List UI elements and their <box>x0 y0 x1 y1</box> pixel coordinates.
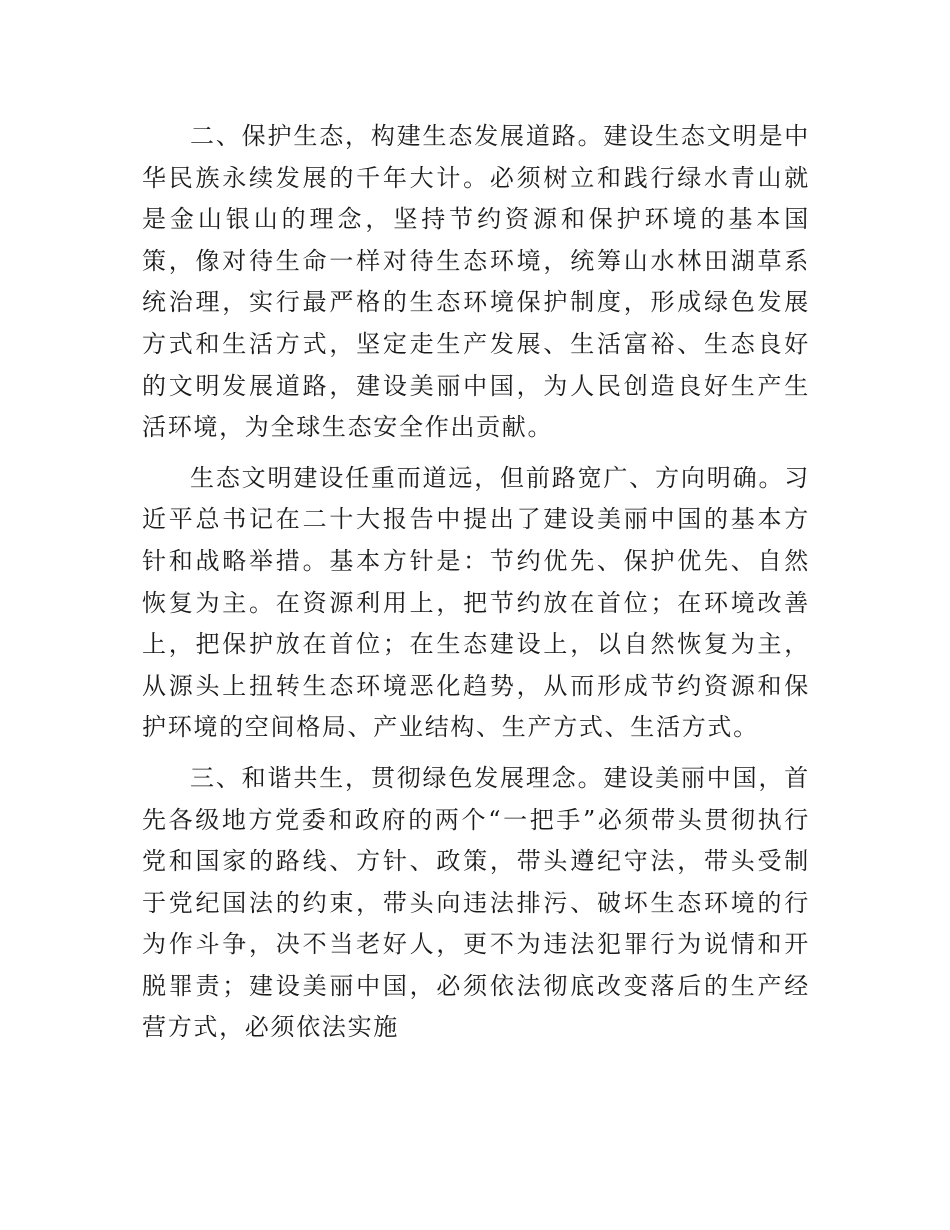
document-body <box>142 116 810 1058</box>
paragraph-basic-policy: 生态文明建设任重而道远，但前路宽广、方向明确。习近平总书记在二十大报告中提出了建设美丽中国的基本方针和战略举措。基本方针是：节约优先、保护优先、自然恢复为主。在资源利用上，把节约放在首位；在环境改善上，把保护放在首位；在生态建设上，以自然恢复为主，从源头上扭转生态环境恶化趋势，从而形成节约资源和保护环境的空间格局、产业结构、生产方式、生活方式。 <box>142 463 810 742</box>
paragraph-green-development: 三、和谐共生，贯彻绿色发展理念。建设美丽中国，首先各级地方党委和政府的两个“一把手”必须带头贯彻执行党和国家的路线、方针、政策，带头遵纪守法，带头受制于党纪国法的约束，带头向违法排污、破坏生态环境的行为作斗争，决不当老好人，更不为违法犯罪行为说情和开脱罪责；建设美丽中国，必须依法彻底改变落后的生产经营方式，必须依法实施 <box>142 763 810 1042</box>
paragraph-ecology-protection: 二、保护生态，构建生态发展道路。建设生态文明是中华民族永续发展的千年大计。必须树立和践行绿水青山就是金山银山的理念，坚持节约资源和保护环境的基本国策，像对待生命一样对待生态环境，统筹山水林田湖草系统治理，实行最严格的生态环境保护制度，形成绿色发展方式和生活方式，坚定走生产发展、生活富裕、生态良好的文明发展道路，建设美丽中国，为人民创造良好生产生活环境，为全球生态安全作出贡献。 <box>142 122 810 442</box>
